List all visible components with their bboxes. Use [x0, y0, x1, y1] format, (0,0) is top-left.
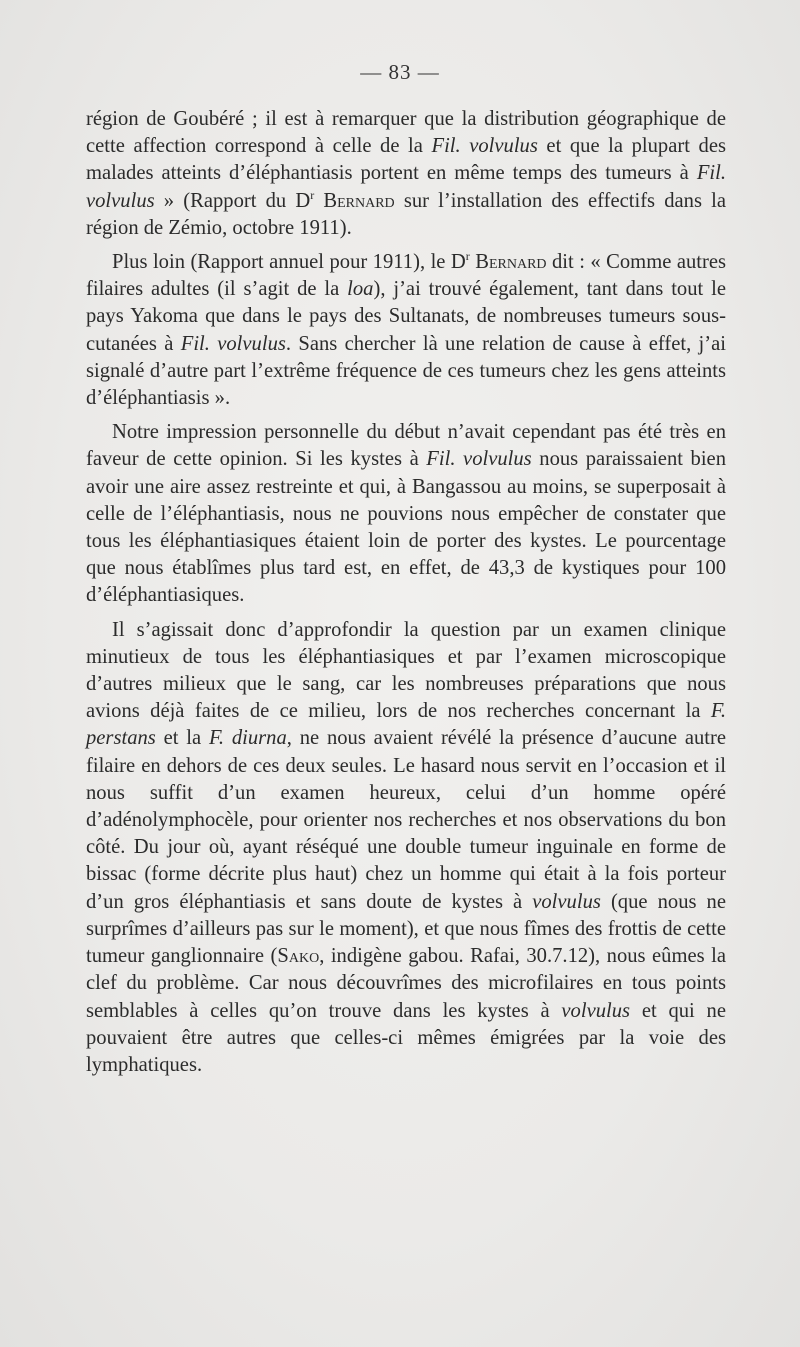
text-segment: F. diurna — [208, 727, 287, 750]
text-segment: Fil. volvulus — [426, 448, 532, 471]
text-segment — [314, 190, 323, 212]
text-segment: , indigène gabou. Rafai, 30.7.12), nous eûmes la clef du problème. Car nous découvrîmes des microfilaires en tous points semblables à celles qu’on trouve dans les kystes à — [86, 945, 726, 1022]
body-text — [86, 106, 726, 1086]
page-number: — 83 — — [360, 60, 440, 84]
text-segment: r — [465, 249, 470, 264]
text-segment: , ne nous avaient révélé la présence d’aucune autre filaire en dehors de ces deux seules. Le hasard nous servit en l’occasion et il nous suffit d’un examen heureux, celui d’un homme opéré d’adénolymphocèle, pour orienter nos recherches et nos observations du bon côté. Du jour où, ayant réséqué une double tumeur inguinale en forme de bissac (forme décrite plus haut) chez un homme qui était à la fois porteur d’un gros éléphantiasis et sans doute de kystes à — [86, 727, 726, 913]
text-segment: Bernard — [475, 251, 547, 274]
text-segment: volvulus — [532, 890, 601, 913]
text-segment: Fil. volvulus — [86, 162, 726, 212]
paragraph-2 — [86, 249, 726, 412]
paragraph-1 — [86, 106, 726, 242]
text-segment: Notre impression personnelle du début n’avait cependant pas été très en faveur de cette opinion. Si les kystes à — [86, 421, 726, 471]
text-segment: sur l’installation des effectifs dans la région de Zémio, octobre 1911). — [86, 189, 726, 239]
text-segment: Plus loin (Rapport annuel pour 1911), le D — [112, 251, 466, 274]
text-segment: dit : « Comme autres filaires adultes (il s’agit de la — [86, 251, 726, 301]
text-segment: et qui ne pouvaient être autres que celles-ci mêmes émigrées par la voie des lymphatiques. — [86, 999, 726, 1076]
text-segment: volvulus — [561, 999, 631, 1022]
text-segment: (que nous ne surprîmes d’ailleurs pas sur le moment), et que nous fîmes des frottis de cette tumeur ganglionnaire ( — [86, 890, 726, 968]
text-segment: F. perstans — [86, 700, 726, 750]
text-segment: et la — [155, 727, 209, 750]
text-segment: . Sans chercher là une relation de cause à effet, j’ai signalé d’autre part l’extrême fréquence de ces tumeurs chez les gens atteints d’éléphantiasis ». — [86, 332, 726, 410]
paragraph-4 — [86, 617, 726, 1079]
text-segment: Fil. volvulus — [431, 135, 538, 158]
text-segment: r — [310, 187, 315, 202]
text-segment: Sako — [277, 945, 320, 968]
text-segment: » (Rapport du D — [154, 189, 311, 212]
text-segment: et que la plupart des malades atteints d’éléphantiasis portent en même temps des tumeurs à — [86, 135, 726, 185]
text-segment: région de Goubéré ; il est à remarquer que la distribution géographique de cette affection correspond à celle de la — [86, 108, 726, 158]
paragraph-3 — [86, 419, 726, 609]
text-segment: ), j’ai trouvé également, tant dans tout le pays Yakoma que dans le pays des Sultanats, de nombreuses tumeurs sous-cutanées à — [86, 278, 726, 355]
text-segment: loa — [347, 278, 374, 301]
text-segment: nous paraissaient bien avoir une aire assez restreinte et qui, à Bangassou au moins, se superposait à celle de l’éléphantiasis, nous ne pouvions nous empêcher de constater que tous les éléphantiasiques étaient loin de porter des kystes. Le pourcentage que nous établîmes plus tard est, en effet, de 43,3 de kystiques pour 100 d’éléphantiasiques. — [86, 448, 726, 607]
text-segment: Bernard — [323, 189, 395, 212]
text-segment: Fil. volvulus — [180, 332, 286, 355]
text-segment: Il s’agissait donc d’approfondir la question par un examen clinique minutieux de tous les éléphantiasiques et par l’examen microscopique d’autres milieux que le sang, car les nombreuses préparations que nous avions déjà faites de ce milieu, lors de nos recherches concernant la — [86, 618, 726, 723]
